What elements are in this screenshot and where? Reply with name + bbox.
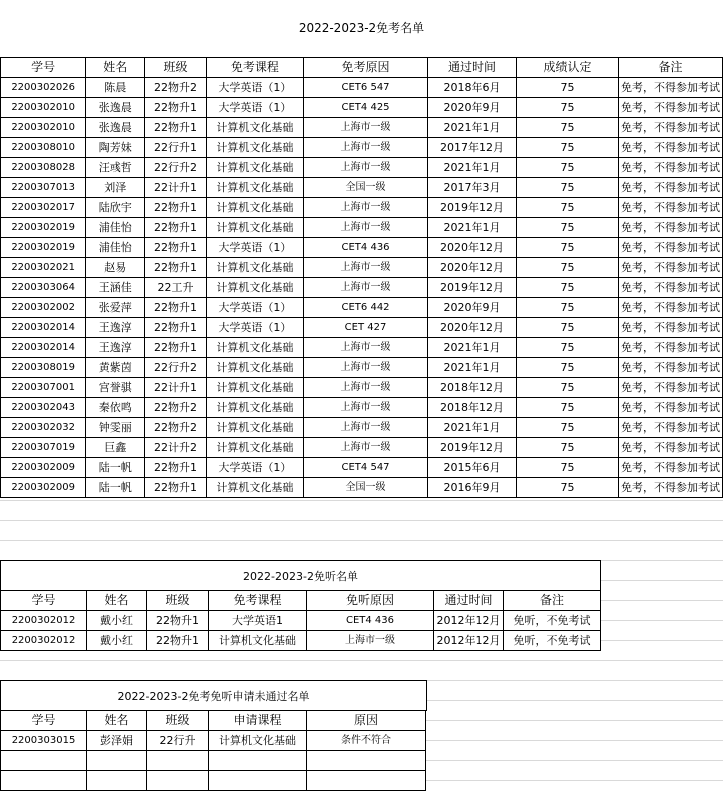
exam-free-cell[interactable]: 2200307001 xyxy=(1,378,86,398)
rejected-cell[interactable] xyxy=(1,751,87,771)
exam-free-cell[interactable]: 计算机文化基础 xyxy=(206,218,303,238)
rejected-row xyxy=(1,731,426,751)
rejected-cell[interactable] xyxy=(209,751,307,771)
exam-free-cell[interactable]: 大学英语（1） xyxy=(206,78,303,98)
exam-free-cell[interactable]: CET4 436 xyxy=(304,238,428,258)
exam-free-cell[interactable]: 2019年12月 xyxy=(428,198,517,218)
listen-free-cell[interactable]: 2200302012 xyxy=(1,611,87,631)
rejected-cell[interactable] xyxy=(307,771,426,791)
exam-free-cell[interactable]: 75 xyxy=(517,458,619,478)
listen-free-cell[interactable]: 免听，不免考试 xyxy=(504,611,601,631)
exam-free-cell[interactable]: 计算机文化基础 xyxy=(206,278,303,298)
rejected-title: 2022-2023-2免考免听申请未通过名单 xyxy=(0,680,427,711)
exam-free-header-cell: 免考课程 xyxy=(206,58,303,78)
exam-free-cell[interactable]: 大学英语（1） xyxy=(206,238,303,258)
listen-free-header-cell: 班级 xyxy=(147,591,209,611)
rejected-row xyxy=(1,751,426,771)
exam-free-row xyxy=(1,218,723,238)
rejected-header-row xyxy=(1,711,426,731)
exam-free-cell[interactable]: 2200308010 xyxy=(1,138,86,158)
listen-free-cell[interactable]: 2200302012 xyxy=(1,631,87,651)
exam-free-cell[interactable]: 75 xyxy=(517,198,619,218)
exam-free-cell[interactable]: 全国一级 xyxy=(304,178,428,198)
exam-free-cell[interactable]: 2200302019 xyxy=(1,218,86,238)
listen-free-header-cell: 免听原因 xyxy=(307,591,434,611)
listen-free-header-row xyxy=(1,591,601,611)
exam-free-header-cell: 免考原因 xyxy=(304,58,428,78)
exam-free-row xyxy=(1,378,723,398)
exam-free-cell[interactable]: CET 427 xyxy=(304,318,428,338)
rejected-cell[interactable] xyxy=(1,771,87,791)
exam-free-cell[interactable]: 22物升1 xyxy=(145,318,206,338)
exam-free-cell[interactable]: 张爱萍 xyxy=(86,298,145,318)
exam-free-cell[interactable]: 2021年1月 xyxy=(428,358,517,378)
listen-free-header-cell: 姓名 xyxy=(87,591,147,611)
listen-free-header-cell: 免考课程 xyxy=(209,591,307,611)
exam-free-cell[interactable]: 75 xyxy=(517,178,619,198)
listen-free-cell[interactable]: CET4 436 xyxy=(307,611,434,631)
exam-free-cell[interactable]: 2200302026 xyxy=(1,78,86,98)
exam-free-cell[interactable]: 上海市一级 xyxy=(304,258,428,278)
rejected-cell[interactable]: 彭泽娟 xyxy=(87,731,147,751)
rejected-row xyxy=(1,771,426,791)
exam-free-table xyxy=(0,57,723,498)
exam-free-cell[interactable]: CET4 547 xyxy=(304,458,428,478)
rejected-cell[interactable]: 2200303015 xyxy=(1,731,87,751)
exam-free-cell[interactable]: 免考，不得参加考试 xyxy=(618,158,722,178)
listen-free-row xyxy=(1,631,601,651)
exam-free-cell[interactable]: 计算机文化基础 xyxy=(206,378,303,398)
exam-free-row xyxy=(1,338,723,358)
exam-free-cell[interactable]: 2021年1月 xyxy=(428,338,517,358)
exam-free-cell[interactable]: 2200308019 xyxy=(1,358,86,378)
exam-free-cell[interactable]: 22物升2 xyxy=(145,78,206,98)
exam-free-cell[interactable]: 75 xyxy=(517,438,619,458)
listen-free-cell[interactable]: 上海市一级 xyxy=(307,631,434,651)
exam-free-cell[interactable]: CET6 442 xyxy=(304,298,428,318)
exam-free-cell[interactable]: 免考，不得参加考试 xyxy=(618,458,722,478)
exam-free-cell[interactable]: 75 xyxy=(517,238,619,258)
rejected-cell[interactable]: 22行升 xyxy=(147,731,209,751)
exam-free-cell[interactable]: 上海市一级 xyxy=(304,118,428,138)
listen-free-title: 2022-2023-2免听名单 xyxy=(0,560,601,591)
exam-free-cell[interactable]: 免考，不得参加考试 xyxy=(618,338,722,358)
exam-free-cell[interactable]: 计算机文化基础 xyxy=(206,138,303,158)
exam-free-cell[interactable]: 22物升2 xyxy=(145,418,206,438)
exam-free-cell[interactable]: 免考，不得参加考试 xyxy=(618,258,722,278)
exam-free-cell[interactable]: 免考，不得参加考试 xyxy=(618,78,722,98)
exam-free-cell[interactable]: 2018年12月 xyxy=(428,378,517,398)
exam-free-cell[interactable]: 2021年1月 xyxy=(428,418,517,438)
exam-free-cell[interactable]: 75 xyxy=(517,78,619,98)
exam-free-row xyxy=(1,478,723,498)
exam-free-cell[interactable]: 2200302009 xyxy=(1,458,86,478)
listen-free-row xyxy=(1,611,601,631)
exam-free-cell[interactable]: 上海市一级 xyxy=(304,398,428,418)
exam-free-cell[interactable]: 秦依鸣 xyxy=(86,398,145,418)
exam-free-row xyxy=(1,238,723,258)
exam-free-header-cell: 姓名 xyxy=(86,58,145,78)
exam-free-row xyxy=(1,138,723,158)
exam-free-cell[interactable]: 2200302019 xyxy=(1,238,86,258)
exam-free-cell[interactable]: 上海市一级 xyxy=(304,338,428,358)
exam-free-row xyxy=(1,438,723,458)
listen-free-cell[interactable]: 大学英语1 xyxy=(209,611,307,631)
exam-free-cell[interactable]: 陆欣宇 xyxy=(86,198,145,218)
exam-free-cell[interactable]: 2021年1月 xyxy=(428,118,517,138)
exam-free-row xyxy=(1,318,723,338)
exam-free-cell[interactable]: 2020年9月 xyxy=(428,98,517,118)
exam-free-cell[interactable]: 22物升1 xyxy=(145,218,206,238)
exam-free-cell[interactable]: 22物升1 xyxy=(145,238,206,258)
exam-free-row xyxy=(1,278,723,298)
exam-free-cell[interactable]: 计算机文化基础 xyxy=(206,198,303,218)
exam-free-cell[interactable]: 75 xyxy=(517,118,619,138)
listen-free-cell[interactable]: 2012年12月 xyxy=(434,611,504,631)
exam-free-cell[interactable]: 免考，不得参加考试 xyxy=(618,198,722,218)
exam-free-row xyxy=(1,78,723,98)
exam-free-cell[interactable]: 2021年1月 xyxy=(428,218,517,238)
exam-free-cell[interactable]: CET6 547 xyxy=(304,78,428,98)
exam-free-cell[interactable]: 2200302002 xyxy=(1,298,86,318)
rejected-header-cell: 申请课程 xyxy=(209,711,307,731)
exam-free-cell[interactable]: 75 xyxy=(517,338,619,358)
exam-free-cell[interactable]: 22物升1 xyxy=(145,458,206,478)
exam-free-cell[interactable]: 上海市一级 xyxy=(304,158,428,178)
exam-free-cell[interactable]: 75 xyxy=(517,258,619,278)
exam-free-header-cell: 通过时间 xyxy=(428,58,517,78)
exam-free-row xyxy=(1,98,723,118)
exam-free-row xyxy=(1,358,723,378)
exam-free-cell[interactable]: 2200307013 xyxy=(1,178,86,198)
exam-free-row xyxy=(1,118,723,138)
exam-free-cell[interactable]: 浦佳怡 xyxy=(86,218,145,238)
rejected-table xyxy=(0,710,426,791)
exam-free-cell[interactable]: 赵易 xyxy=(86,258,145,278)
exam-free-cell[interactable]: 75 xyxy=(517,398,619,418)
exam-free-cell[interactable]: 2200302021 xyxy=(1,258,86,278)
exam-free-cell[interactable]: 宫誉骐 xyxy=(86,378,145,398)
rejected-cell[interactable]: 计算机文化基础 xyxy=(209,731,307,751)
exam-free-cell[interactable]: 计算机文化基础 xyxy=(206,118,303,138)
exam-free-cell[interactable]: 2021年1月 xyxy=(428,158,517,178)
exam-free-cell[interactable]: CET4 425 xyxy=(304,98,428,118)
exam-free-cell[interactable]: 钟雯丽 xyxy=(86,418,145,438)
exam-free-cell[interactable]: 22计升1 xyxy=(145,378,206,398)
exam-free-cell[interactable]: 汪彧哲 xyxy=(86,158,145,178)
exam-free-cell[interactable]: 陈晨 xyxy=(86,78,145,98)
exam-free-row xyxy=(1,258,723,278)
exam-free-cell[interactable]: 22行升2 xyxy=(145,158,206,178)
exam-free-cell[interactable]: 计算机文化基础 xyxy=(206,358,303,378)
exam-free-cell[interactable]: 上海市一级 xyxy=(304,438,428,458)
listen-free-cell[interactable]: 计算机文化基础 xyxy=(209,631,307,651)
exam-free-cell[interactable]: 2020年12月 xyxy=(428,318,517,338)
exam-free-cell[interactable]: 22物升1 xyxy=(145,198,206,218)
exam-free-cell[interactable]: 2020年12月 xyxy=(428,258,517,278)
exam-free-cell[interactable]: 张逸晨 xyxy=(86,118,145,138)
listen-free-cell[interactable]: 免听，不免考试 xyxy=(504,631,601,651)
exam-free-title: 2022-2023-2免考名单 xyxy=(0,0,723,57)
exam-free-cell[interactable]: 计算机文化基础 xyxy=(206,398,303,418)
exam-free-row xyxy=(1,398,723,418)
exam-free-row xyxy=(1,198,723,218)
exam-free-cell[interactable]: 22物升1 xyxy=(145,258,206,278)
rejected-cell[interactable] xyxy=(147,771,209,791)
exam-free-cell[interactable]: 大学英语（1） xyxy=(206,318,303,338)
exam-free-cell[interactable]: 2200303064 xyxy=(1,278,86,298)
listen-free-cell[interactable]: 戴小红 xyxy=(87,611,147,631)
exam-free-cell[interactable]: 免考，不得参加考试 xyxy=(618,138,722,158)
exam-free-header-cell: 备注 xyxy=(618,58,722,78)
exam-free-cell[interactable]: 22物升1 xyxy=(145,118,206,138)
exam-free-cell[interactable]: 王逸淳 xyxy=(86,338,145,358)
exam-free-cell[interactable]: 2200302010 xyxy=(1,118,86,138)
exam-free-cell[interactable]: 全国一级 xyxy=(304,478,428,498)
exam-free-cell[interactable]: 2200307019 xyxy=(1,438,86,458)
exam-free-cell[interactable]: 计算机文化基础 xyxy=(206,158,303,178)
exam-free-cell[interactable]: 大学英语（1） xyxy=(206,298,303,318)
exam-free-row xyxy=(1,458,723,478)
exam-free-cell[interactable]: 2016年9月 xyxy=(428,478,517,498)
exam-free-cell[interactable]: 2015年6月 xyxy=(428,458,517,478)
exam-free-cell[interactable]: 上海市一级 xyxy=(304,138,428,158)
exam-free-cell[interactable]: 计算机文化基础 xyxy=(206,258,303,278)
exam-free-cell[interactable]: 2200302014 xyxy=(1,318,86,338)
exam-free-row xyxy=(1,158,723,178)
exam-free-cell[interactable]: 张逸晨 xyxy=(86,98,145,118)
exam-free-cell[interactable]: 2200302032 xyxy=(1,418,86,438)
exam-free-row xyxy=(1,178,723,198)
exam-free-cell[interactable]: 免考，不得参加考试 xyxy=(618,278,722,298)
exam-free-row xyxy=(1,418,723,438)
exam-free-cell[interactable]: 免考，不得参加考试 xyxy=(618,118,722,138)
exam-free-cell[interactable]: 免考，不得参加考试 xyxy=(618,238,722,258)
exam-free-cell[interactable]: 2017年3月 xyxy=(428,178,517,198)
exam-free-cell[interactable]: 22物升1 xyxy=(145,338,206,358)
exam-free-cell[interactable]: 75 xyxy=(517,418,619,438)
exam-free-cell[interactable]: 75 xyxy=(517,298,619,318)
listen-free-cell[interactable]: 22物升1 xyxy=(147,611,209,631)
rejected-cell[interactable] xyxy=(307,751,426,771)
exam-free-cell[interactable]: 上海市一级 xyxy=(304,278,428,298)
exam-free-cell[interactable]: 王逸淳 xyxy=(86,318,145,338)
rejected-cell[interactable] xyxy=(147,751,209,771)
listen-free-cell[interactable]: 戴小红 xyxy=(87,631,147,651)
exam-free-cell[interactable]: 75 xyxy=(517,98,619,118)
exam-free-cell[interactable]: 大学英语（1） xyxy=(206,458,303,478)
rejected-cell[interactable]: 条件不符合 xyxy=(307,731,426,751)
listen-free-header-cell: 备注 xyxy=(504,591,601,611)
rejected-cell[interactable] xyxy=(87,751,147,771)
exam-free-cell[interactable]: 2019年12月 xyxy=(428,278,517,298)
exam-free-cell[interactable]: 2200302017 xyxy=(1,198,86,218)
exam-free-cell[interactable]: 75 xyxy=(517,218,619,238)
listen-free-header-cell: 学号 xyxy=(1,591,87,611)
exam-free-cell[interactable]: 22物升1 xyxy=(145,298,206,318)
rejected-cell[interactable] xyxy=(87,771,147,791)
exam-free-cell[interactable]: 2200308028 xyxy=(1,158,86,178)
exam-free-cell[interactable]: 陶芳妹 xyxy=(86,138,145,158)
listen-free-table xyxy=(0,590,601,651)
exam-free-header-cell: 成绩认定 xyxy=(517,58,619,78)
rejected-cell[interactable] xyxy=(209,771,307,791)
exam-free-cell[interactable]: 计算机文化基础 xyxy=(206,478,303,498)
exam-free-cell[interactable]: 免考，不得参加考试 xyxy=(618,358,722,378)
rejected-header-cell: 班级 xyxy=(147,711,209,731)
exam-free-cell[interactable]: 22物升2 xyxy=(145,398,206,418)
exam-free-cell[interactable]: 2018年12月 xyxy=(428,398,517,418)
exam-free-cell[interactable]: 22行升1 xyxy=(145,138,206,158)
exam-free-cell[interactable]: 免考，不得参加考试 xyxy=(618,218,722,238)
exam-free-cell[interactable]: 2200302009 xyxy=(1,478,86,498)
exam-free-cell[interactable]: 2020年9月 xyxy=(428,298,517,318)
exam-free-cell[interactable]: 75 xyxy=(517,378,619,398)
exam-free-cell[interactable]: 2200302014 xyxy=(1,338,86,358)
exam-free-cell[interactable]: 22工升 xyxy=(145,278,206,298)
exam-free-cell[interactable]: 计算机文化基础 xyxy=(206,418,303,438)
exam-free-cell[interactable]: 2019年12月 xyxy=(428,438,517,458)
exam-free-cell[interactable]: 免考，不得参加考试 xyxy=(618,478,722,498)
exam-free-cell[interactable]: 75 xyxy=(517,138,619,158)
exam-free-cell[interactable]: 上海市一级 xyxy=(304,358,428,378)
rejected-header-cell: 原因 xyxy=(307,711,426,731)
exam-free-cell[interactable]: 黄紫茵 xyxy=(86,358,145,378)
listen-free-cell[interactable]: 22物升1 xyxy=(147,631,209,651)
exam-free-cell[interactable]: 计算机文化基础 xyxy=(206,338,303,358)
exam-free-cell[interactable]: 王涵佳 xyxy=(86,278,145,298)
exam-free-cell[interactable]: 22计升1 xyxy=(145,178,206,198)
rejected-header-cell: 姓名 xyxy=(87,711,147,731)
exam-free-cell[interactable]: 大学英语（1） xyxy=(206,98,303,118)
exam-free-header-cell: 学号 xyxy=(1,58,86,78)
exam-free-cell[interactable]: 免考，不得参加考试 xyxy=(618,178,722,198)
exam-free-cell[interactable]: 2020年12月 xyxy=(428,238,517,258)
exam-free-cell[interactable]: 22行升2 xyxy=(145,358,206,378)
exam-free-cell[interactable]: 75 xyxy=(517,158,619,178)
exam-free-cell[interactable]: 75 xyxy=(517,318,619,338)
exam-free-cell[interactable]: 免考，不得参加考试 xyxy=(618,318,722,338)
exam-free-cell[interactable]: 陆一帆 xyxy=(86,458,145,478)
exam-free-cell[interactable]: 免考，不得参加考试 xyxy=(618,298,722,318)
exam-free-cell[interactable]: 计算机文化基础 xyxy=(206,438,303,458)
exam-free-cell[interactable]: 免考，不得参加考试 xyxy=(618,378,722,398)
exam-free-cell[interactable]: 免考，不得参加考试 xyxy=(618,418,722,438)
listen-free-cell[interactable]: 2012年12月 xyxy=(434,631,504,651)
exam-free-cell[interactable]: 22计升2 xyxy=(145,438,206,458)
exam-free-cell[interactable]: 上海市一级 xyxy=(304,378,428,398)
exam-free-cell[interactable]: 免考，不得参加考试 xyxy=(618,398,722,418)
exam-free-cell[interactable]: 2200302010 xyxy=(1,98,86,118)
exam-free-cell[interactable]: 2017年12月 xyxy=(428,138,517,158)
exam-free-cell[interactable]: 2018年6月 xyxy=(428,78,517,98)
exam-free-cell[interactable]: 计算机文化基础 xyxy=(206,178,303,198)
rejected-header-cell: 学号 xyxy=(1,711,87,731)
exam-free-cell[interactable]: 2200302043 xyxy=(1,398,86,418)
exam-free-cell[interactable]: 刘泽 xyxy=(86,178,145,198)
exam-free-cell[interactable]: 上海市一级 xyxy=(304,198,428,218)
exam-free-header-cell: 班级 xyxy=(145,58,206,78)
exam-free-cell[interactable]: 75 xyxy=(517,278,619,298)
exam-free-cell[interactable]: 浦佳怡 xyxy=(86,238,145,258)
exam-free-cell[interactable]: 陆一帆 xyxy=(86,478,145,498)
exam-free-cell[interactable]: 免考，不得参加考试 xyxy=(618,438,722,458)
exam-free-cell[interactable]: 75 xyxy=(517,478,619,498)
exam-free-cell[interactable]: 上海市一级 xyxy=(304,418,428,438)
exam-free-cell[interactable]: 上海市一级 xyxy=(304,218,428,238)
exam-free-cell[interactable]: 22物升1 xyxy=(145,98,206,118)
exam-free-cell[interactable]: 巨鑫 xyxy=(86,438,145,458)
exam-free-cell[interactable]: 22物升1 xyxy=(145,478,206,498)
exam-free-cell[interactable]: 免考，不得参加考试 xyxy=(618,98,722,118)
exam-free-header-row xyxy=(1,58,723,78)
exam-free-cell[interactable]: 75 xyxy=(517,358,619,378)
listen-free-header-cell: 通过时间 xyxy=(434,591,504,611)
exam-free-row xyxy=(1,298,723,318)
